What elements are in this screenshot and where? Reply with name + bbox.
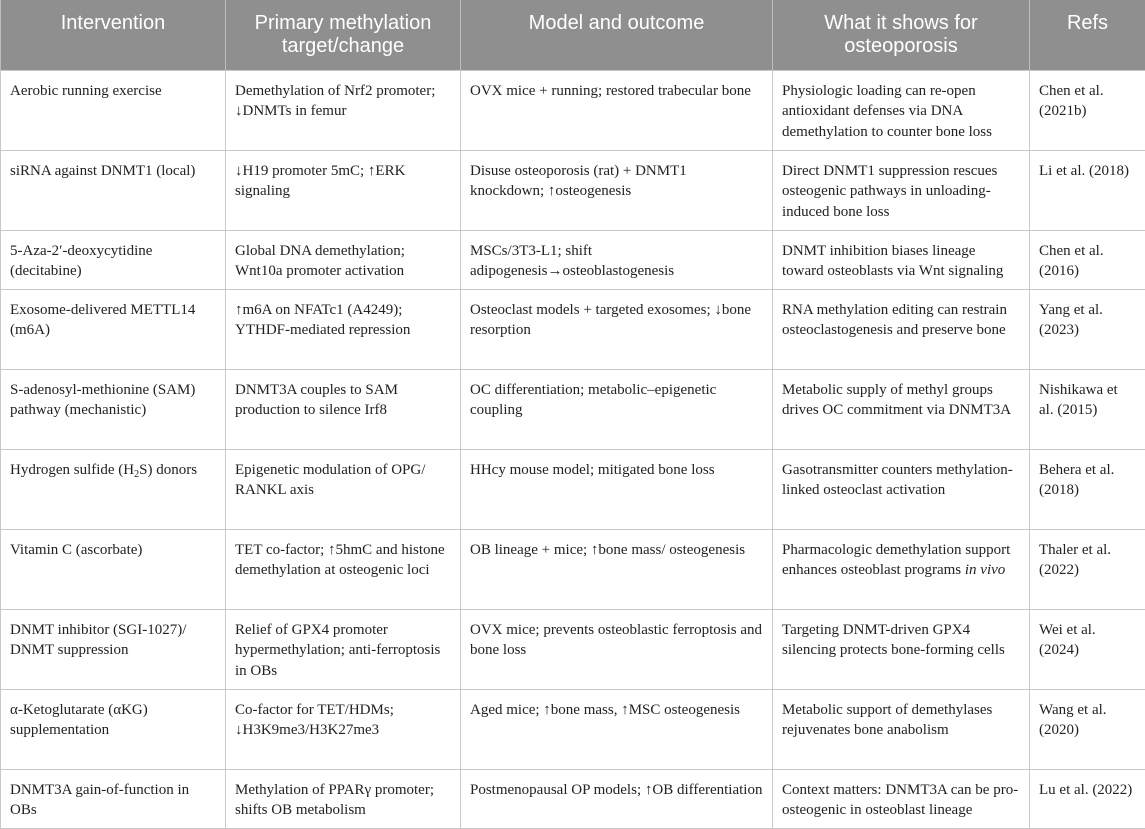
cell-model: OVX mice + running; restored trabecular bone	[461, 70, 773, 150]
cell-refs: Wei et al. (2024)	[1030, 609, 1145, 689]
cell-shows: DNMT inhibition biases lineage toward osteoblasts via Wnt signaling	[773, 230, 1030, 289]
cell-intervention: S-adenosyl-methionine (SAM) pathway (mechanistic)	[1, 369, 226, 449]
cell-shows: Context matters: DNMT3A can be pro-osteogenic in osteoblast lineage	[773, 769, 1030, 828]
cell-refs: Li et al. (2018)	[1030, 150, 1145, 230]
cell-refs: Wang et al. (2020)	[1030, 689, 1145, 769]
cell-target: ↑m6A on NFATc1 (A4249); YTHDF-mediated repression	[226, 289, 461, 369]
cell-target: Epigenetic modulation of OPG/ RANKL axis	[226, 449, 461, 529]
subscript-text: 2	[134, 469, 139, 480]
cell-model: OC differentiation; metabolic–epigenetic coupling	[461, 369, 773, 449]
cell-shows: Direct DNMT1 suppression rescues osteogenic pathways in unloading-induced bone loss	[773, 150, 1030, 230]
cell-intervention: DNMT3A gain-of-function in OBs	[1, 769, 226, 828]
cell-intervention: Vitamin C (ascorbate)	[1, 529, 226, 609]
cell-shows	[773, 529, 1030, 609]
table-row	[1, 689, 1145, 769]
table-row	[1, 369, 1145, 449]
cell-shows: RNA methylation editing can restrain osteoclastogenesis and preserve bone	[773, 289, 1030, 369]
cell-intervention: siRNA against DNMT1 (local)	[1, 150, 226, 230]
cell-shows: Physiologic loading can re-open antioxidant defenses via DNA demethylation to counter bone loss	[773, 70, 1030, 150]
cell-refs: Lu et al. (2022)	[1030, 769, 1145, 828]
cell-model: Osteoclast models + targeted exosomes; ↓bone resorption	[461, 289, 773, 369]
cell-refs: Yang et al. (2023)	[1030, 289, 1145, 369]
table-row	[1, 289, 1145, 369]
intervention-text: Hydrogen sulfide (H	[10, 462, 134, 478]
cell-intervention: Aerobic running exercise	[1, 70, 226, 150]
shows-text: Pharmacologic demethylation support enhances osteoblast programs	[782, 542, 1010, 579]
cell-refs: Thaler et al. (2022)	[1030, 529, 1145, 609]
cell-refs: Behera et al. (2018)	[1030, 449, 1145, 529]
table-row	[1, 150, 1145, 230]
cell-model: HHcy mouse model; mitigated bone loss	[461, 449, 773, 529]
cell-refs: Chen et al. (2021b)	[1030, 70, 1145, 150]
header-model: Model and outcome	[461, 0, 773, 70]
cell-target: Global DNA demethylation; Wnt10a promoter activation	[226, 230, 461, 289]
cell-model: OB lineage + mice; ↑bone mass/ osteogenesis	[461, 529, 773, 609]
cell-intervention: Exosome-delivered METTL14 (m6A)	[1, 289, 226, 369]
italic-text: in vivo	[965, 562, 1005, 578]
cell-model: OVX mice; prevents osteoblastic ferroptosis and bone loss	[461, 609, 773, 689]
cell-shows: Gasotransmitter counters methylation-linked osteoclast activation	[773, 449, 1030, 529]
cell-target: ↓H19 promoter 5mC; ↑ERK signaling	[226, 150, 461, 230]
header-intervention: Intervention	[1, 0, 226, 70]
table-row	[1, 769, 1145, 828]
cell-model: Aged mice; ↑bone mass, ↑MSC osteogenesis	[461, 689, 773, 769]
cell-shows: Metabolic support of demethylases rejuvenates bone anabolism	[773, 689, 1030, 769]
cell-target: Relief of GPX4 promoter hypermethylation; anti-ferroptosis in OBs	[226, 609, 461, 689]
cell-target: DNMT3A couples to SAM production to silence Irf8	[226, 369, 461, 449]
cell-target: Methylation of PPARγ promoter; shifts OB metabolism	[226, 769, 461, 828]
header-row	[1, 0, 1145, 70]
cell-refs: Chen et al. (2016)	[1030, 230, 1145, 289]
header-refs: Refs	[1030, 0, 1145, 70]
cell-shows: Targeting DNMT-driven GPX4 silencing protects bone-forming cells	[773, 609, 1030, 689]
cell-target: Demethylation of Nrf2 promoter; ↓DNMTs in femur	[226, 70, 461, 150]
cell-intervention	[1, 449, 226, 529]
cell-model: MSCs/3T3-L1; shift adipogenesis→osteoblastogenesis	[461, 230, 773, 289]
cell-shows: Metabolic supply of methyl groups drives OC commitment via DNMT3A	[773, 369, 1030, 449]
table-row	[1, 529, 1145, 609]
cell-target: Co-factor for TET/HDMs; ↓H3K9me3/H3K27me3	[226, 689, 461, 769]
table-row	[1, 609, 1145, 689]
cell-model: Postmenopausal OP models; ↑OB differentiation	[461, 769, 773, 828]
cell-model: Disuse osteoporosis (rat) + DNMT1 knockdown; ↑osteogenesis	[461, 150, 773, 230]
cell-intervention: DNMT inhibitor (SGI-1027)/ DNMT suppression	[1, 609, 226, 689]
cell-intervention: α-Ketoglutarate (αKG) supplementation	[1, 689, 226, 769]
table-row	[1, 230, 1145, 289]
cell-intervention: 5-Aza-2′-deoxycytidine (decitabine)	[1, 230, 226, 289]
header-target: Primary methylation target/change	[226, 0, 461, 70]
cell-target: TET co-factor; ↑5hmC and histone demethylation at osteogenic loci	[226, 529, 461, 609]
header-shows: What it shows for osteoporosis	[773, 0, 1030, 70]
intervention-text-end: S) donors	[139, 462, 197, 478]
table-row	[1, 70, 1145, 150]
table-row	[1, 449, 1145, 529]
cell-refs: Nishikawa et al. (2015)	[1030, 369, 1145, 449]
